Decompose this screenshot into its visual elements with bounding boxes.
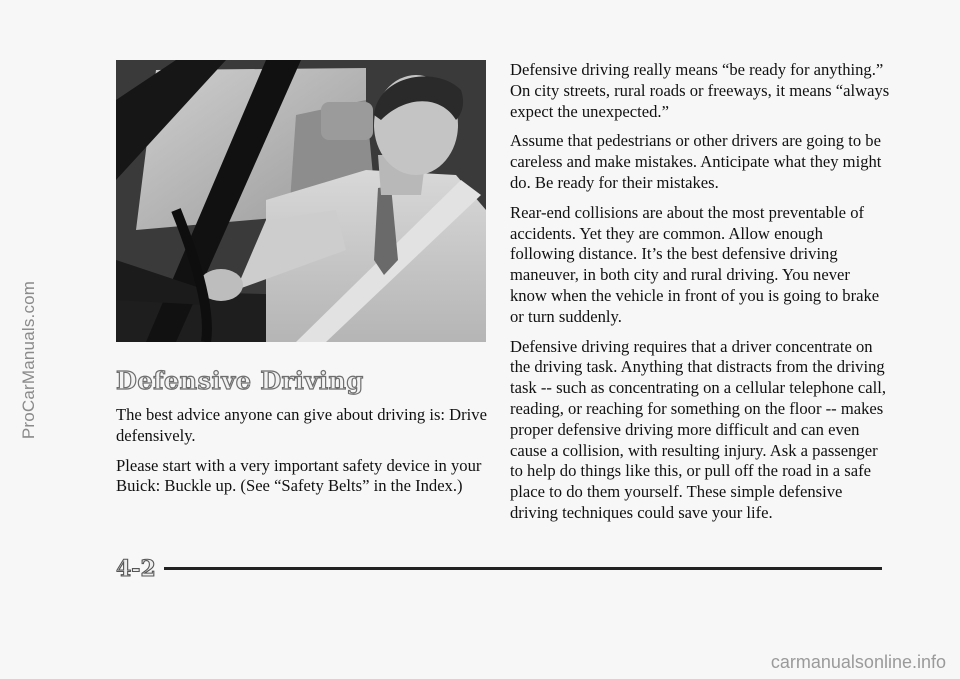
side-watermark: ProCarManuals.com xyxy=(19,280,38,440)
footer-rule xyxy=(164,567,882,570)
page-footer xyxy=(116,556,882,580)
bottom-watermark: carmanualsonline.info xyxy=(770,652,946,672)
left-paragraph-2: Please start with a very important safety device in your Buick: Buckle up. (See “Safety Belts” in the Index.) xyxy=(116,455,482,496)
right-paragraph-2: Assume that pedestrians or other drivers are going to be careless and make mistakes. Anticipate what they might do. Be ready for their mistakes. xyxy=(510,131,882,192)
driver-photo xyxy=(116,60,486,342)
left-column xyxy=(116,405,488,506)
driver-illustration xyxy=(116,60,486,342)
page-number: 4-2 xyxy=(116,556,156,582)
right-paragraph-3: Rear-end collisions are about the most preventable of accidents. Yet they are common. Allow enough following distance. It’s the best defensive driving maneuver, in both city and rural driving. You never know when the vehicle in front of you is going to brake or turn suddenly. xyxy=(510,202,880,326)
section-title: Defensive Driving xyxy=(116,366,364,395)
right-paragraph-1: Defensive driving really means “be ready for anything.” On city streets, rural roads or freeways, it means “always expect the unexpected.” xyxy=(510,60,890,121)
right-column xyxy=(510,60,890,533)
right-paragraph-4: Defensive driving requires that a driver concentrate on the driving task. Anything that distracts from the driving task -- such as concentrating on a cellular telephone call, reading, or reaching for something on the floor -- makes proper defensive driving more difficult and can even cause a collision, with resulting injury. Ask a passenger to help do things like this, or pull off the road in a safe place to do them yourself. These simple defensive driving techniques could save your life. xyxy=(510,336,886,522)
left-paragraph-1: The best advice anyone can give about driving is: Drive defensively. xyxy=(116,405,487,445)
